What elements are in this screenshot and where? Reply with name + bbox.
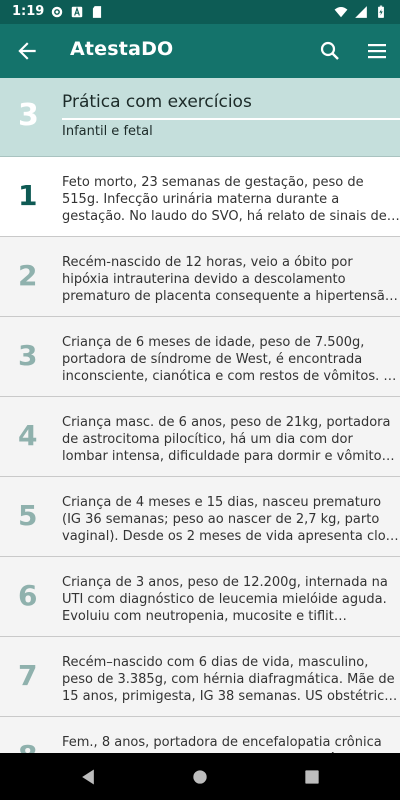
case-text: Criança de 6 meses de idade, peso de 7.500g, portadora de síndrome de West, é encontrada inconsciente, cianótica e com restos de vômitos. …	[62, 335, 397, 384]
case-item-3[interactable]	[0, 317, 400, 397]
case-text: Fem., 8 anos, portadora de encefalopatia crônica	[62, 735, 382, 750]
status-right-icons	[334, 5, 388, 19]
nav-recents-icon[interactable]	[302, 767, 322, 787]
app-title: AtestaDO	[70, 38, 174, 60]
case-text: Criança de 4 meses e 15 dias, nasceu prematuro (IG 36 semanas; peso ao nascer de 2,7 kg, parto vaginal). Desde os 2 meses de vida apresenta clo…	[62, 495, 399, 544]
section-number: 3	[18, 98, 39, 133]
sd-card-icon	[90, 5, 104, 19]
case-number: 4	[18, 419, 38, 452]
battery-charging-icon	[374, 5, 388, 19]
case-text: Criança masc. de 6 anos, peso de 21kg, portadora de astrocitoma pilocítico, há um dia com dor lombar intensa, dificuldade para dormir e vômito…	[62, 415, 395, 464]
case-text: Criança de 3 anos, peso de 12.200g, internada na UTI com diagnóstico de leucemia mielóide aguda. Evoluiu com neutropenia, mucosite e tiflit…	[62, 575, 388, 624]
section-subtitle: Infantil e fetal	[62, 124, 153, 139]
case-number: 3	[18, 339, 38, 372]
case-number: 1	[18, 179, 38, 212]
case-number: 5	[18, 499, 38, 532]
system-nav-bar	[0, 753, 400, 800]
wifi-icon	[334, 5, 348, 19]
case-list[interactable]	[0, 157, 400, 753]
status-bar	[0, 0, 400, 24]
case-item-1[interactable]	[0, 157, 400, 237]
section-title: Prática com exercícios	[62, 92, 400, 120]
nav-home-icon[interactable]	[190, 767, 210, 787]
nav-back-icon[interactable]	[78, 767, 98, 787]
search-icon[interactable]	[318, 39, 342, 63]
section-header	[0, 78, 400, 157]
case-item-4[interactable]	[0, 397, 400, 477]
case-number: 6	[18, 579, 38, 612]
hamburger-menu-icon[interactable]	[365, 39, 389, 63]
app-bar	[0, 24, 400, 78]
signal-icon	[354, 5, 368, 19]
case-item-2[interactable]	[0, 237, 400, 317]
status-left-icons	[50, 5, 104, 19]
case-text: Recém-nascido de 12 horas, veio a óbito por hipóxia intrauterina devido a descolamento prematuro de placenta consequente a hipertensã…	[62, 255, 398, 304]
font-a-icon	[70, 5, 84, 19]
case-item-7[interactable]	[0, 637, 400, 717]
back-arrow-icon[interactable]	[14, 38, 40, 64]
case-text: Recém–nascido com 6 dias de vida, masculino, peso de 3.385g, com hérnia diafragmática. Mãe de 15 anos, primigesta, IG 38 semanas. US obstétric…	[62, 655, 398, 704]
case-item-5[interactable]	[0, 477, 400, 557]
case-item-6[interactable]	[0, 557, 400, 637]
status-time: 1:19	[12, 4, 45, 19]
case-number: 2	[18, 259, 38, 292]
case-number: 7	[18, 659, 38, 692]
case-text: Feto morto, 23 semanas de gestação, peso de 515g. Infecção urinária materna durante a gestação. No laudo do SVO, há relato de sinais de…	[62, 175, 400, 224]
settings-gear-icon	[50, 5, 64, 19]
